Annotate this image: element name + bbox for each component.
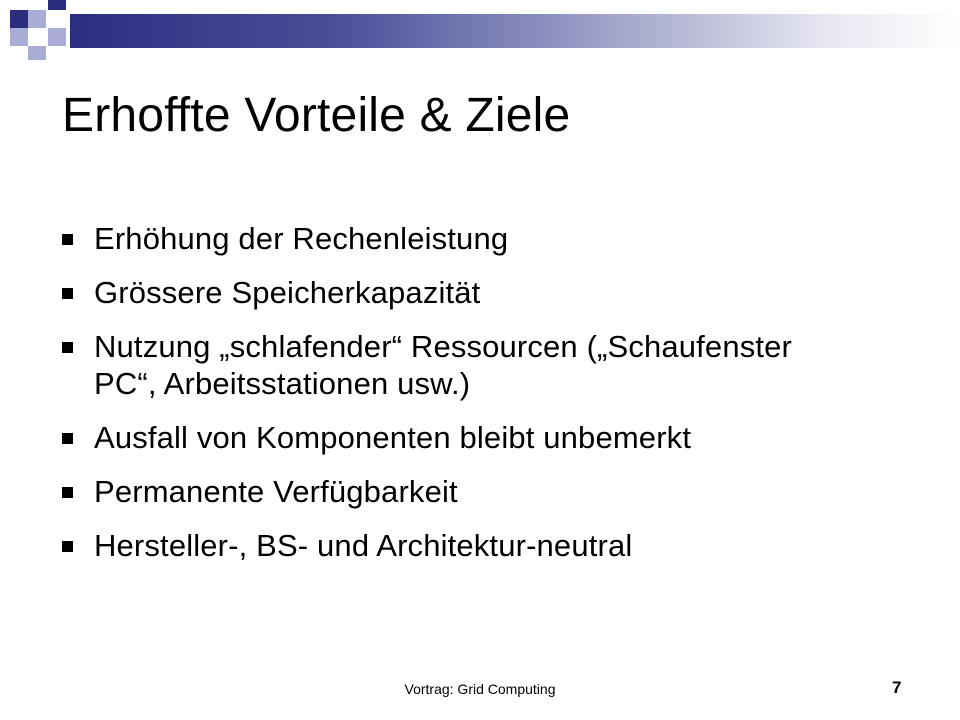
bullet-text: Permanente Verfügbarkeit	[94, 474, 458, 509]
square-bullet-icon	[62, 234, 73, 245]
bullet-item	[62, 274, 922, 311]
bullet-text: Nutzung „schlafender“ Ressourcen („Schaufenster PC“, Arbeitsstationen usw.)	[94, 329, 792, 401]
slide-title: Erhoffte Vorteile & Ziele	[62, 89, 571, 142]
corner-square-decoration	[48, 28, 66, 46]
corner-square-decoration	[28, 10, 46, 28]
corner-square-decoration	[48, 0, 66, 10]
bullet-text: Hersteller-, BS- und Architektur-neutral	[94, 528, 633, 563]
bullet-text: Grössere Speicherkapazität	[94, 275, 481, 310]
bullet-item	[62, 220, 922, 257]
square-bullet-icon	[62, 288, 73, 299]
bullet-list	[62, 220, 922, 581]
bullet-item	[62, 419, 922, 456]
square-bullet-icon	[62, 487, 73, 498]
corner-square-decoration	[28, 46, 46, 60]
square-bullet-icon	[62, 342, 73, 353]
corner-square-decoration	[10, 28, 28, 46]
square-bullet-icon	[62, 541, 73, 552]
bullet-text: Ausfall von Komponenten bleibt unbemerkt	[94, 420, 692, 455]
square-bullet-icon	[62, 433, 73, 444]
page-number: 7	[892, 678, 902, 697]
bullet-text: Erhöhung der Rechenleistung	[94, 221, 509, 256]
corner-square-decoration	[10, 10, 28, 28]
bullet-item	[62, 328, 824, 402]
header-gradient-bar	[70, 14, 960, 48]
bullet-item	[62, 473, 922, 510]
bullet-item	[62, 527, 922, 564]
footer-label: Vortrag: Grid Computing	[404, 681, 556, 697]
